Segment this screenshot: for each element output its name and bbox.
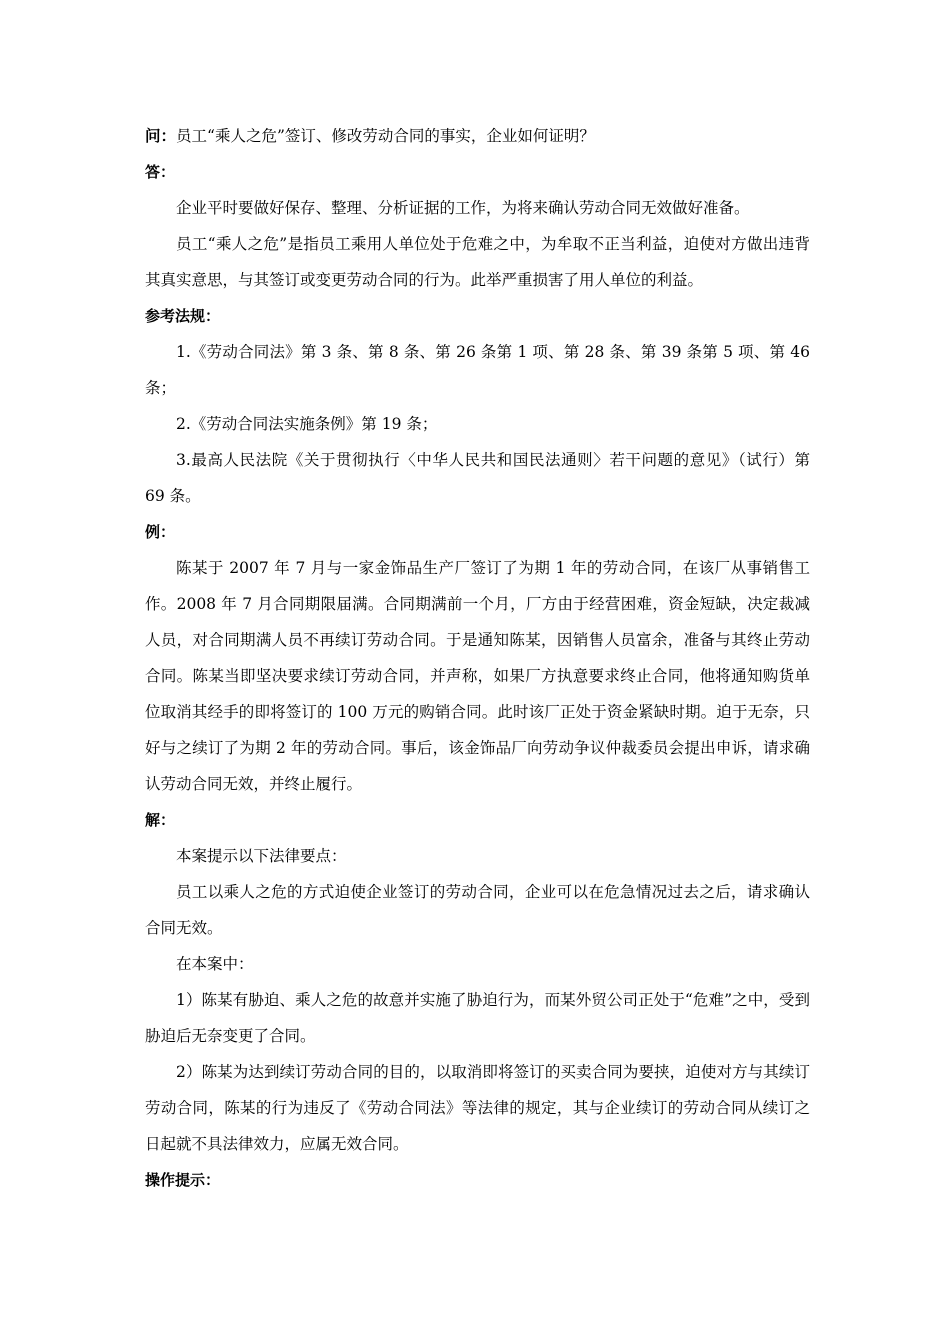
solution-paragraph: 员工以乘人之危的方式迫使企业签订的劳动合同，企业可以在危急情况过去之后，请求确认合同无效。 [145, 883, 810, 937]
question-label: 问： [145, 127, 177, 145]
operation-tips-heading: 操作提示： [145, 1171, 221, 1189]
example-paragraph: 陈某于 2007 年 7 月与一家金饰品生产厂签订了为期 1 年的劳动合同，在该厂从事销售工作。2008 年 7 月合同期限届满。合同期满前一个月，厂方由于经营困难，资金短缺，决定裁减人员，对合同期满人员不再续订劳动合同。于是通知陈某，因销售人员富余，准备与其终止劳动合同。陈某当即坚决要求续订劳动合同，并声称，如果厂方执意要求终止合同，他将通知购货单位取消其经手的即将签订的 100 万元的购销合同。此时该厂正处于资金紧缺时期。迫于无奈，只好与之续订了为期 2 年的劳动合同。事后，该金饰品厂向劳动争议仲裁委员会提出申诉，请求确认劳动合同无效，并终止履行。 [145, 559, 810, 793]
solution-paragraph: 在本案中： [176, 955, 254, 973]
question-text: 员工“乘人之危”签订、修改劳动合同的事实，企业如何证明？ [176, 127, 595, 145]
answer-heading: 答： [145, 163, 176, 181]
solution-paragraph: 1）陈某有胁迫、乘人之危的故意并实施了胁迫行为，而某外贸公司正处于“危难”之中，受到胁迫后无奈变更了合同。 [145, 991, 810, 1045]
question-line [145, 118, 810, 154]
answer-paragraph: 企业平时要做好保存、整理、分析证据的工作，为将来确认劳动合同无效做好准备。 [176, 199, 750, 217]
solution-heading: 解： [145, 811, 176, 829]
reference-item: 1.《劳动合同法》第 3 条、第 8 条、第 26 条第 1 项、第 28 条、第 39 条第 5 项、第 46 条； [145, 343, 810, 397]
reference-item: 3.最高人民法院《关于贯彻执行〈中华人民共和国民法通则〉若干问题的意见》（试行）第 69 条。 [145, 451, 810, 505]
reference-item: 2.《劳动合同法实施条例》第 19 条； [176, 415, 438, 433]
example-heading: 例： [145, 523, 176, 541]
references-heading: 参考法规： [145, 307, 221, 325]
solution-paragraph: 本案提示以下法律要点： [176, 847, 347, 865]
document-page [145, 118, 810, 1198]
solution-paragraph: 2）陈某为达到续订劳动合同的目的，以取消即将签订的买卖合同为要挟，迫使对方与其续订劳动合同，陈某的行为违反了《劳动合同法》等法律的规定，其与企业续订的劳动合同从续订之日起就不具法律效力，应属无效合同。 [145, 1063, 810, 1153]
answer-paragraph: 员工“乘人之危”是指员工乘用人单位处于危难之中，为牟取不正当利益，迫使对方做出违背其真实意思，与其签订或变更劳动合同的行为。此举严重损害了用人单位的利益。 [145, 235, 810, 289]
